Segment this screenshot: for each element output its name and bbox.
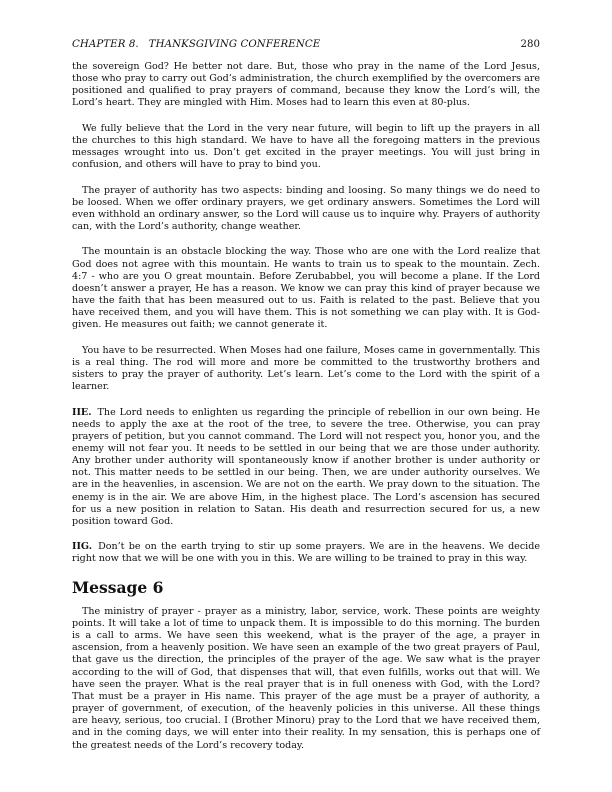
paragraph <box>72 345 540 394</box>
paragraph-text: the sovereign God? He better not dare. But, those who pray in the name of the Lord Jesus, those who pray to carry out God’s administration, the church exemplified by the overcomers are positioned and qualified to pray prayers of command, because they know the Lord’s will, the Lord’s heart. They are mingled with Him. Moses had to learn this even at 80-plus. <box>72 61 540 109</box>
paragraph <box>72 185 540 234</box>
section-heading: Message 6 <box>72 577 164 597</box>
chapter-name: THANKSGIVING CONFERENCE <box>148 39 321 50</box>
page-number: 280 <box>520 39 540 50</box>
paragraph <box>72 246 540 331</box>
chapter-number: CHAPTER 8. <box>72 39 139 50</box>
paragraph-text: We fully believe that the Lord in the very near future, will begin to lift up the prayers in all the churches to this high standard. We have to have all the foregoing matters in the previous messages wrought into us. Don’t get excited in the prayer meetings. You will just bring in confusion, and others will have to pray to bind you. <box>72 122 540 171</box>
document-page <box>72 38 540 765</box>
paragraph <box>72 606 540 752</box>
chapter-title <box>72 38 320 52</box>
paragraph <box>72 123 540 172</box>
running-header <box>72 38 540 52</box>
paragraph-text: You have to be resurrected. When Moses had one failure, Moses came in governmentally. This is a real thing. The rod will more and more be committed to the trustworthy brothers and sisters to pray the prayer of authority. Let’s learn. Let’s come to the Lord with the spirit of a learner. <box>72 344 540 393</box>
outline-label: IIE. <box>72 406 92 418</box>
paragraph-text: The Lord needs to enlighten us regarding the principle of rebellion in our own being. He needs to apply the axe at the root of the tree, to severe the tree. Otherwise, you can pray prayers of petition, but you cannot command. The Lord will not respect you, honor you, and the enemy will not fear you. It needs to be settled in our being that we are those under authority. Any brother under authority will spontaneously know if another brother is under authority or not. This matter needs to be settled in our being. Then, we are under authority ourselves. We are in the heavenlies, in ascension. We are not on the earth. We pray down to the situation. The enemy is in the air. We are above Him, in the highest place. The Lord’s ascension has secured for us a new position in relation to Satan. His death and resurrection secured for us, a new position toward God. <box>72 406 540 527</box>
paragraph-text: The prayer of authority has two aspects: binding and loosing. So many things we do need to be loosed. When we offer ordinary prayers, we get ordinary answers. Sometimes the Lord will even withhold an ordinary answer, so the Lord will cause us to inquire why. Prayers of authority can, with the Lord’s authority, change weather. <box>72 184 540 233</box>
paragraph-text: The ministry of prayer - prayer as a ministry, labor, service, work. These points are weighty points. It will take a lot of time to unpack them. It is impossible to do this morning. The burden is a call to arms. We have seen this weekend, what is the prayer of the age, a prayer in ascension, from a heavenly position. We have seen an example of the two great prayers of Paul, that gave us the direction, the principles of the prayer of the age. We saw what is the prayer according to the will of God, that dispenses that will, that even fulfills, works out that will. We have seen the prayer. What is the real prayer that is in full oneness with God, with the Lord? That must be a prayer in His name. This prayer of the age must be a prayer of authority, a prayer of government, of execution, of the heavenly policies in this universe. All these things are heavy, serious, too crucial. I (Brother Minoru) pray to the Lord that we have received them, and in the coming days, we will enter into their reality. In my sensation, this is perhaps one of the greatest needs of the Lord’s recovery today. <box>72 605 540 751</box>
outline-point-iie <box>72 407 540 529</box>
paragraph-text: Don’t be on the earth trying to stir up some prayers. We are in the heavens. We decide right now that we will be one with you in this. We are willing to be trained to pray in this way. <box>72 541 540 565</box>
paragraph <box>72 61 540 110</box>
paragraph-text: The mountain is an obstacle blocking the way. Those who are one with the Lord realize that God does not agree with this mountain. He wants to train us to speak to the mountain. Zech. 4:7 - who are you O great mountain. Before Zerubabbel, you will become a plane. If the Lord doesn’t answer a prayer, He has a reason. We know we can pray this kind of prayer because we have the faith that has been measured out to us. Faith is related to the past. Believe that you have received them, and you will have them. This is not something we can play with. It is God-given. He measures out faith; we cannot generate it. <box>72 246 540 331</box>
outline-label: IIG. <box>72 541 93 553</box>
outline-point-iig <box>72 541 540 565</box>
